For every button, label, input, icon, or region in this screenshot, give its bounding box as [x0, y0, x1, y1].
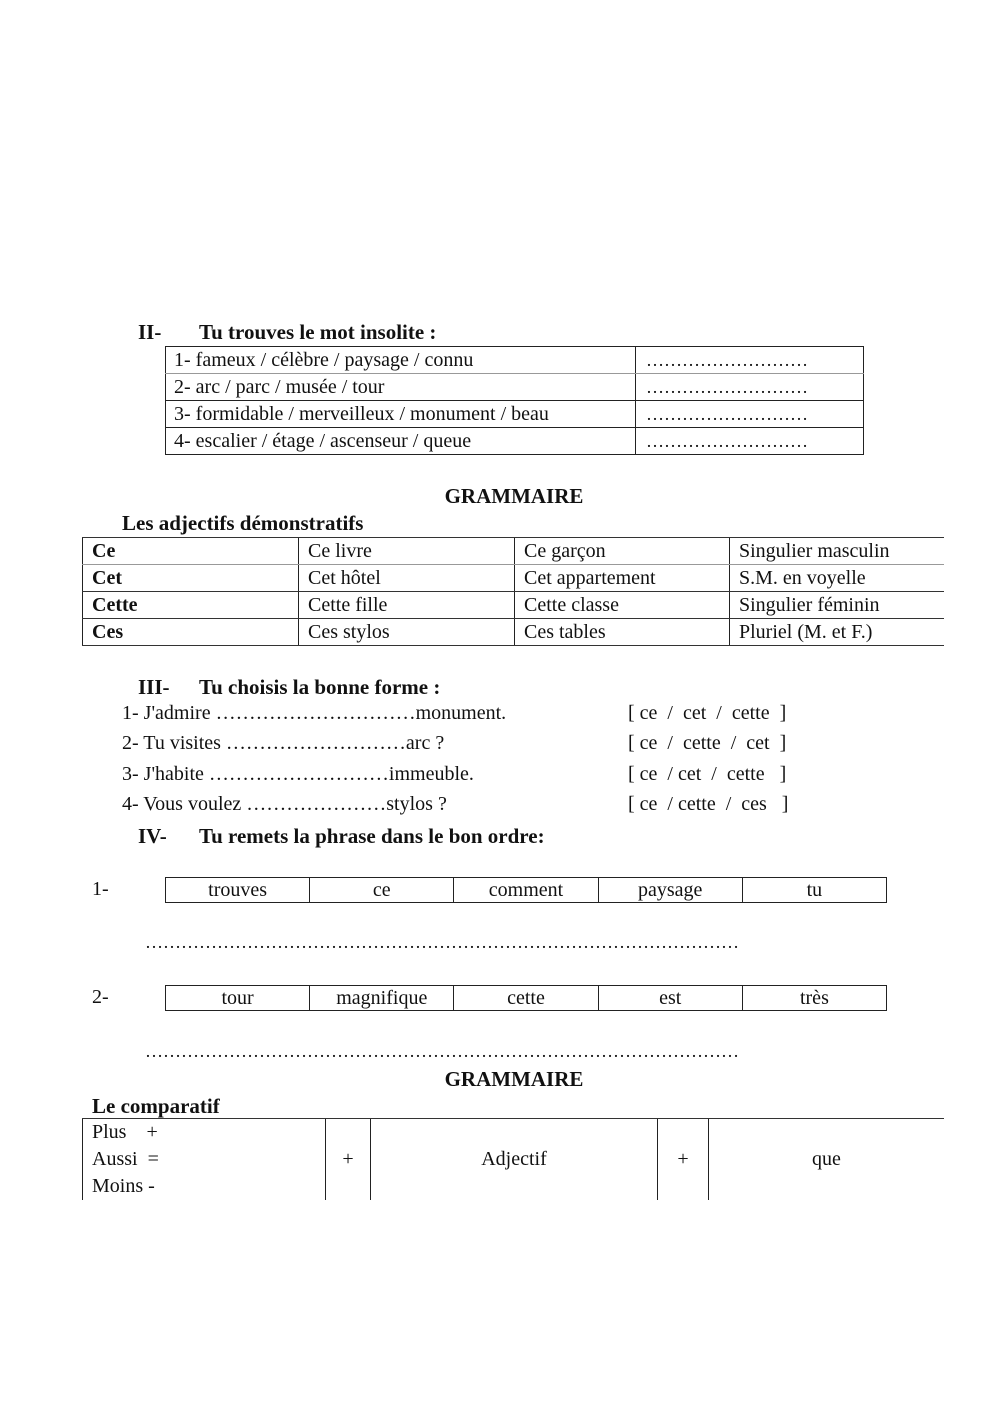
- comparative-table: [82, 1118, 944, 1200]
- answer-choices: [ ce / cette / ces ]: [628, 793, 789, 815]
- table-row: [83, 592, 945, 619]
- odd-word-table: [165, 346, 864, 455]
- example-1: Cette fille: [299, 592, 515, 619]
- que-cell: que: [709, 1119, 945, 1201]
- table-row: [83, 565, 945, 592]
- exercise-4-number: IV-: [138, 824, 167, 848]
- comparative-subtitle: Le comparatif: [92, 1094, 220, 1118]
- word-box: ce: [309, 878, 453, 902]
- word-box: magnifique: [309, 986, 453, 1010]
- answer-choices: [ ce / cet / cette ]: [628, 763, 787, 785]
- grammar-heading: GRAMMAIRE: [444, 1067, 584, 1091]
- word-box: est: [598, 986, 742, 1010]
- table-row: [166, 347, 864, 374]
- example-2: Ces tables: [515, 619, 730, 646]
- keyword-aussi: Aussi =: [92, 1148, 159, 1170]
- word-box: comment: [453, 878, 597, 902]
- odd-word-question: 4- escalier / étage / ascenseur / queue: [166, 428, 636, 455]
- fill-in-sentence[interactable]: 4- Vous voulez …………………stylos ?: [122, 793, 447, 815]
- word-box: paysage: [598, 878, 742, 902]
- exercise-2-number: II-: [138, 320, 162, 344]
- word-box: tu: [742, 878, 886, 902]
- word-boxes: [165, 985, 887, 1011]
- grammar-heading: GRAMMAIRE: [444, 484, 584, 508]
- example-2: Cet appartement: [515, 565, 730, 592]
- odd-word-question: 3- formidable / merveilleux / monument / beau: [166, 401, 636, 428]
- table-row: [83, 538, 945, 565]
- usage-rule: Singulier féminin: [730, 592, 945, 619]
- demonstrative-adjective: Cet: [83, 565, 299, 592]
- demonstrative-adjective: Cette: [83, 592, 299, 619]
- fill-in-sentence[interactable]: 3- J'habite ………………………immeuble.: [122, 763, 474, 785]
- answer-line[interactable]: ………………………………………………………………………………………: [145, 1041, 739, 1061]
- keyword-moins: Moins -: [92, 1175, 155, 1197]
- demonstrative-adjective: Ce: [83, 538, 299, 565]
- item-label: 2-: [92, 986, 109, 1008]
- example-1: Ces stylos: [299, 619, 515, 646]
- adjective-cell: Adjectif: [371, 1119, 658, 1201]
- demonstratives-subtitle: Les adjectifs démonstratifs: [122, 511, 364, 535]
- fill-in-sentence[interactable]: 1- J'admire …………………………monument.: [122, 702, 507, 724]
- table-row: [83, 1119, 945, 1201]
- word-box: tour: [221, 987, 254, 1009]
- answer-blank[interactable]: ………………………: [636, 401, 864, 428]
- demonstratives-table: [82, 537, 944, 646]
- odd-word-question: 2- arc / parc / musée / tour: [166, 374, 636, 401]
- fill-in-sentence[interactable]: 2- Tu visites ………………………arc ?: [122, 732, 445, 754]
- example-1: Ce livre: [299, 538, 515, 565]
- odd-word-question: 1- fameux / célèbre / paysage / connu: [166, 347, 636, 374]
- answer-blank[interactable]: ………………………: [636, 428, 864, 455]
- answer-blank[interactable]: ………………………: [636, 374, 864, 401]
- exercise-2-title: Tu trouves le mot insolite :: [199, 320, 437, 344]
- usage-rule: S.M. en voyelle: [730, 565, 945, 592]
- plus-sign: +: [326, 1119, 371, 1201]
- example-2: Ce garçon: [515, 538, 730, 565]
- demonstrative-adjective: Ces: [83, 619, 299, 646]
- answer-choices: [ ce / cet / cette ]: [628, 702, 787, 724]
- comparative-keywords: [83, 1119, 326, 1201]
- plus-sign: +: [658, 1119, 709, 1201]
- table-row: [166, 428, 864, 455]
- keyword-plus: Plus +: [92, 1121, 158, 1143]
- usage-rule: Singulier masculin: [730, 538, 945, 565]
- answer-blank[interactable]: ………………………: [636, 347, 864, 374]
- exercise-4-title: Tu remets la phrase dans le bon ordre:: [199, 824, 545, 848]
- word-boxes: [165, 877, 887, 903]
- table-row: [83, 619, 945, 646]
- table-row: [166, 401, 864, 428]
- example-2: Cette classe: [515, 592, 730, 619]
- answer-line[interactable]: ………………………………………………………………………………………: [145, 932, 739, 952]
- word-box: trouves: [208, 879, 268, 901]
- exercise-3-number: III-: [138, 675, 170, 699]
- item-label: 1-: [92, 878, 109, 900]
- exercise-3-title: Tu choisis la bonne forme :: [199, 675, 441, 699]
- word-box: cette: [453, 986, 597, 1010]
- table-row: [166, 374, 864, 401]
- answer-choices: [ ce / cette / cet ]: [628, 732, 787, 754]
- usage-rule: Pluriel (M. et F.): [730, 619, 945, 646]
- example-1: Cet hôtel: [299, 565, 515, 592]
- word-box: très: [742, 986, 886, 1010]
